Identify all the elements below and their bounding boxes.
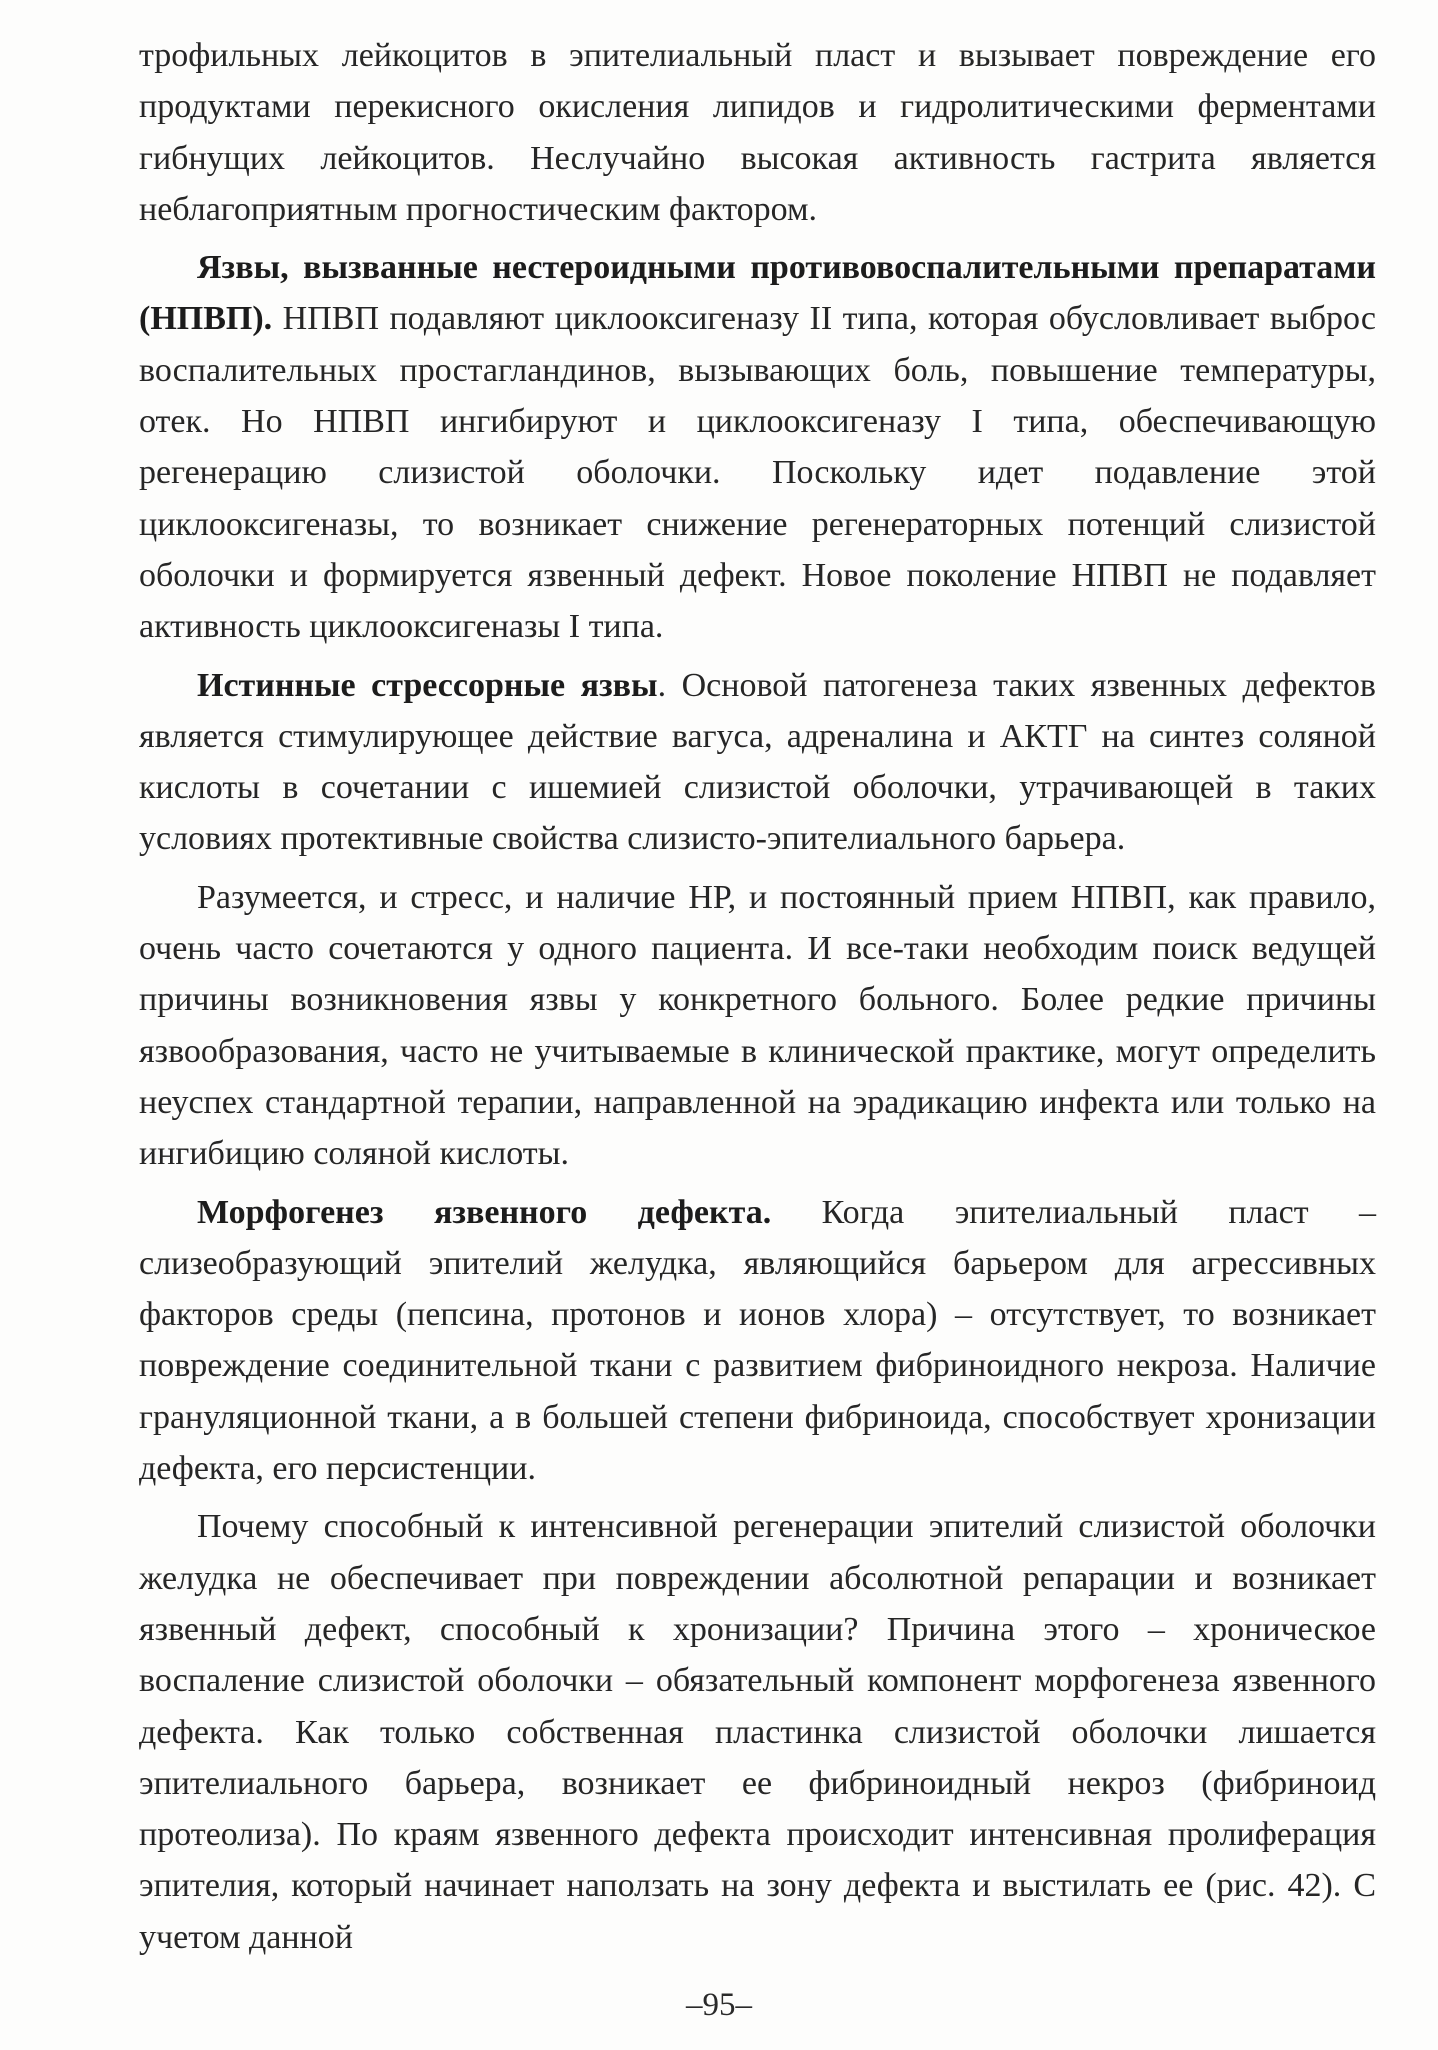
paragraph-text: . Основой патогенеза таких язвенных дефектов является стимулирующее действие вагуса, адреналина и АКТГ на синтез соляной кислоты в сочетании с ишемией слизистой оболочки, утрачивающей в таких условиях протективные свойства слизисто-эпителиального барьера.: [139, 666, 1376, 858]
paragraph-chronic-inflammation: [139, 1501, 1376, 1963]
body-text: [139, 30, 1376, 1963]
paragraph-text: НПВП подавляют циклооксигеназу II типа, которая обусловливает выброс воспалительных простагландинов, вызывающих боль, повышение температуры, отек. Но НПВП ингибируют и циклооксигеназу I типа, обеспечивающую регенерацию слизистой оболочки. Поскольку идет подавление этой циклооксигеназы, то возникает снижение регенераторных потенций слизистой оболочки и формируется язвенный дефект. Новое поколение НПВП не подавляет активность циклооксигеназы I типа.: [139, 300, 1376, 646]
section-heading-nsaid: Язвы, вызванные нестероидными противовоспалительными препаратами (НПВП).: [139, 249, 1376, 338]
paragraph-stress-ulcers: [139, 660, 1376, 865]
paragraph-text: Почему способный к интенсивной регенерации эпителий слизистой оболочки желудка не обеспечивает при повреждении абсолютной репарации и возникает язвенный дефект, способный к хронизации? Причина этого – хроническое воспаление слизистой оболочки – обязательный компонент морфогенеза язвенного дефекта. Как только собственная пластинка слизистой оболочки лишается эпителиального барьера, возникает ее фибриноидный некроз (фибриноид протеолиза). По краям язвенного дефекта происходит интенсивная пролиферация эпителия, который начинает наползать на зону дефекта и выстилать ее (рис. 42). С учетом данной: [139, 1508, 1376, 1956]
paragraph-text: Разумеется, и стресс, и наличие НР, и постоянный прием НПВП, как правило, очень часто сочетаются у одного пациента. И все-таки необходим поиск ведущей причины возникновения язвы у конкретного больного. Более редкие причины язвообразования, часто не учитываемые в клинической практике, могут определить неуспех стандартной терапии, направленной на эрадикацию инфекта или только на ингибицию соляной кислоты.: [139, 878, 1376, 1173]
paragraph-morphogenesis: [139, 1187, 1376, 1495]
section-heading-morphogenesis: Морфогенез язвенного дефекта.: [197, 1193, 772, 1231]
paragraph-gastritis-activity: [139, 30, 1376, 235]
section-heading-stress-ulcers: Истинные стрессорные язвы: [197, 666, 658, 704]
paragraph-nsaid-ulcers: [139, 242, 1376, 652]
page-number: –95–: [686, 1987, 752, 2023]
paragraph-text: трофильных лейкоцитов в эпителиальный пласт и вызывает повреждение его продуктами перекисного окисления липидов и гидролитическими ферментами гибнущих лейкоцитов. Неслучайно высокая активность гастрита является неблагоприятным прогностическим фактором.: [139, 37, 1376, 228]
paragraph-text: Когда эпителиальный пласт – слизеобразующий эпителий желудка, являющийся барьером для агрессивных факторов среды (пепсина, протонов и ионов хлора) – отсутствует, то возникает повреждение соединительной ткани с развитием фибриноидного некроза. Наличие грануляционной ткани, а в большей степени фибриноида, способствует хронизации дефекта, его персистенции.: [139, 1193, 1376, 1488]
paragraph-combined-causes: [139, 872, 1376, 1180]
